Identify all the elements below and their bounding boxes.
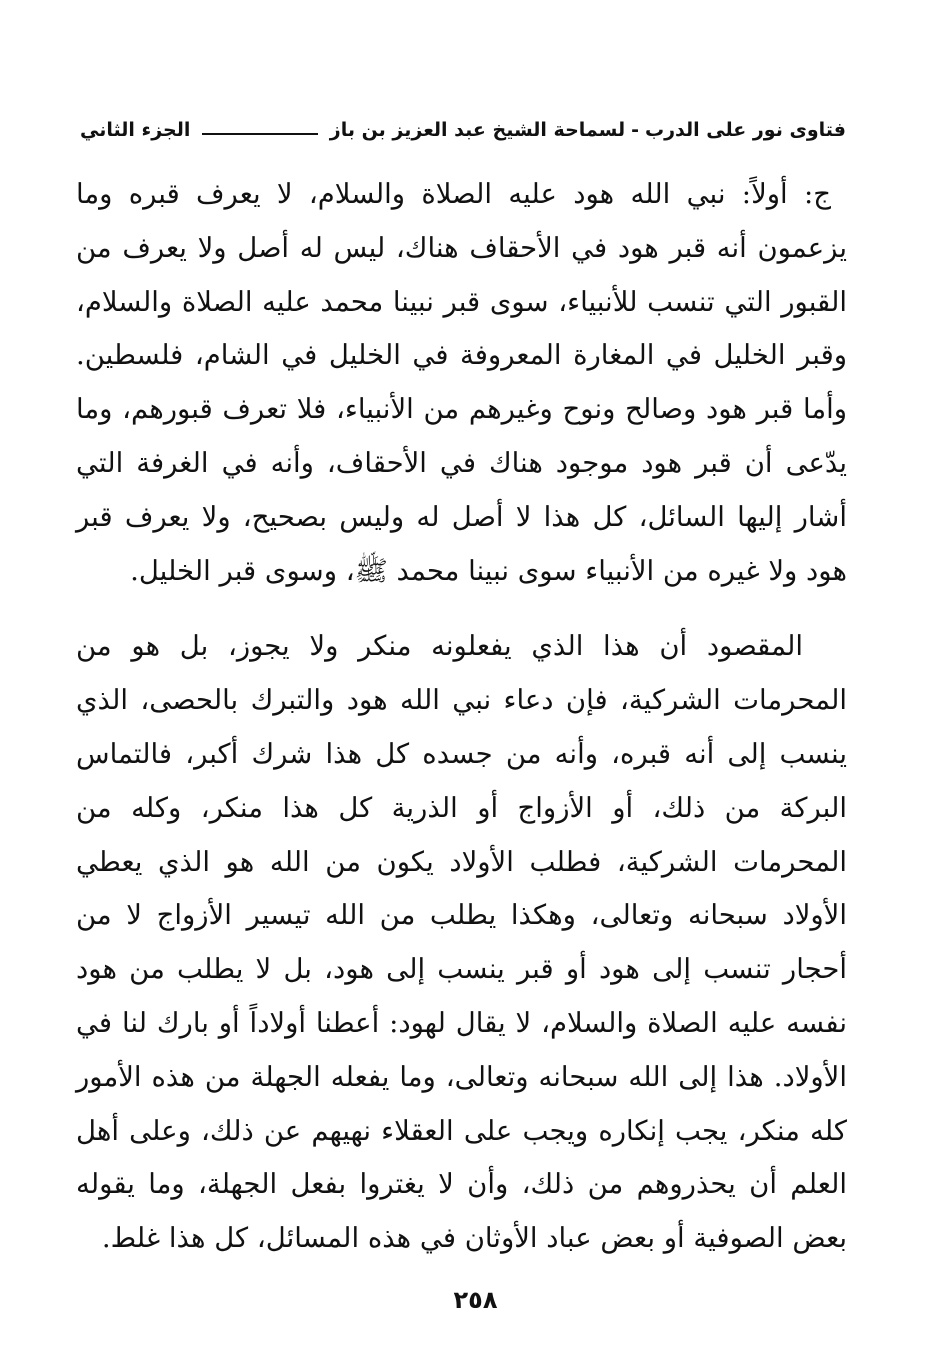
header-separator: - bbox=[631, 119, 639, 141]
paragraph-conclusion: المقصود أن هذا الذي يفعلونه منكر ولا يجوز، بل هو من المحرمات الشركية، فإن دعاء نبي الله هود والتبرك بالحصى، الذي ينسب إلى أنه قبره، وأنه من جسده كل هذا شرك أكبر، فالتماس البركة من ذلك، أو الأزواج أو الذرية كل هذا منكر، وكله من المحرمات الشركية، فطلب الأولاد يكون من الله هو الذي يعطي الأولاد سبحانه وتعالى، وهكذا يطلب من الله تيسير الأزواج لا من أحجار تنسب إلى هود أو قبر ينسب إلى هود، بل لا يطلب من هود نفسه عليه الصلاة والسلام، لا يقال لهود: أعطنا أولاداً أو بارك لنا في الأولاد. هذا إلى الله سبحانه وتعالى، وما يفعله الجهلة من هذه الأمور كله منكر، يجب إنكاره ويجب على العقلاء نهيهم عن ذلك، وعلى أهل العلم أن يحذروهم من ذلك، وأن لا يغتروا بفعل الجهلة، وما يقوله بعض الصوفية أو بعض عباد الأوثان في هذه المسائل، كل هذا غلط. bbox=[76, 630, 847, 1255]
header-book-title: فتاوى نور على الدرب bbox=[645, 119, 846, 141]
header-rule bbox=[202, 133, 317, 135]
header-volume: الجزء الثاني bbox=[80, 119, 191, 141]
running-header bbox=[80, 110, 846, 150]
header-author: لسماحة الشيخ عبد العزيز بن باز bbox=[329, 119, 626, 141]
paragraph-answer: ج: أولاً: نبي الله هود عليه الصلاة والسلام، لا يعرف قبره وما يزعمون أنه قبر هود في الأحقاف هناك، ليس له أصل ولا يعرف من القبور التي تنسب للأنبياء، سوى قبر نبينا محمد عليه الصلاة والسلام، وقبر الخليل في المغارة المعروفة في الخليل في الشام، فلسطين. وأما قبر هود وصالح ونوح وغيرهم من الأنبياء، فلا تعرف قبورهم، وما يدّعى أن قبر هود موجود هناك في الأحقاف، وأنه في الغرفة التي أشار إليها السائل، كل هذا لا أصل له وليس بصحيح، ولا يعرف قبر هود ولا غيره من الأنبياء سوى نبينا محمد ﷺ، وسوى قبر الخليل. bbox=[76, 178, 847, 587]
page-number: ٢٥٨ bbox=[453, 1286, 498, 1314]
body-text bbox=[76, 168, 847, 1266]
